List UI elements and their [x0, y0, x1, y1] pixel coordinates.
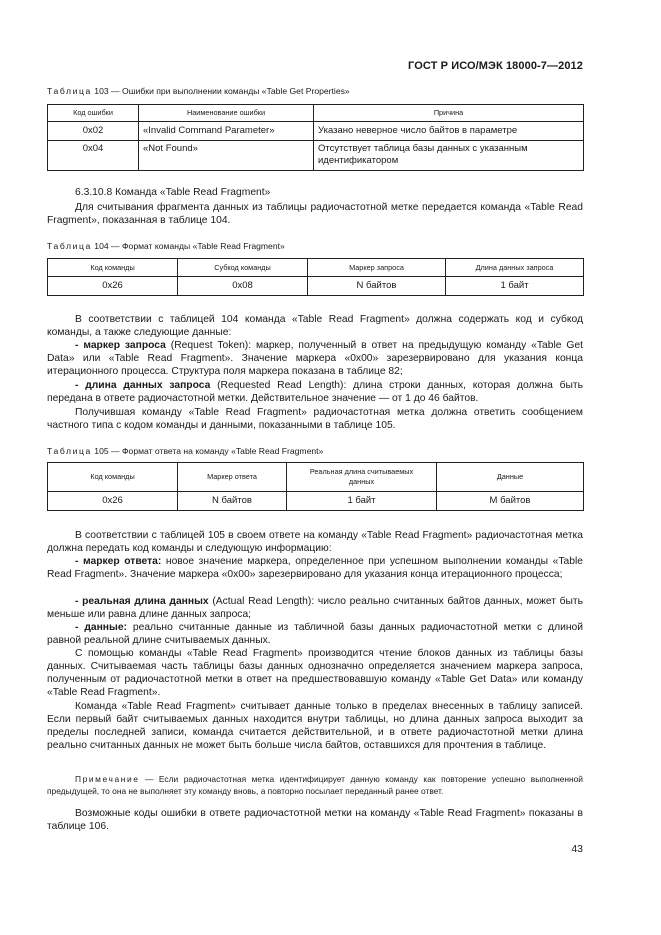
table-row — [48, 277, 584, 296]
table-header-row — [48, 105, 584, 122]
list-term: - маркер ответа: — [75, 556, 162, 567]
table-cell: Отсутствует таблица базы данных с указанным идентификатором — [314, 141, 584, 171]
caption-label: Таблица — [47, 446, 92, 456]
list-text: (Actual Read Length): число реально считанных байтов данных, может быть меньше или равна длине данных запроса; — [47, 596, 583, 620]
table-103 — [47, 104, 584, 171]
list-term: - данные: — [75, 622, 127, 633]
caption-label: Таблица — [47, 86, 92, 96]
table-row — [48, 122, 584, 141]
table-103-caption — [47, 86, 350, 96]
section-heading: 6.3.10.8 Команда «Table Read Fragment» — [75, 187, 271, 198]
column-header: Маркер запроса — [308, 259, 446, 277]
column-header: Длина данных запроса — [446, 259, 584, 277]
caption-text: 104 — Формат команды «Table Read Fragment» — [94, 241, 285, 251]
table-cell: «Invalid Command Parameter» — [139, 122, 314, 141]
paragraph: С помощью команды «Table Read Fragment» производится чтение блоков данных из таблицы базы данных. Считываемая часть таблицы базы данных однозначно определяется значением маркера запроса, полученным от радиочастотной метки в ответ на предшествовавшую команду «Table Get Data» или команду «Table Read Fragment». — [47, 648, 583, 698]
list-item — [47, 339, 583, 378]
paragraph: Команда «Table Read Fragment» считывает данные только в пределах внесенных в таблицу записей. Если первый байт считываемых данных находится внутри таблицы, но длина данных запроса выходит за пределы последней записи, команда считается действительной, и в ответе радиочастотной метки длина реально считанных данных не может быть больше числа байтов, оставшихся для прочтения в таблице. — [47, 701, 583, 751]
document-header: ГОСТ Р ИСО/МЭК 18000-7—2012 — [408, 60, 583, 72]
table-105 — [47, 462, 584, 511]
list-term: - длина данных запроса — [75, 380, 211, 391]
paragraph: Для считывания фрагмента данных из таблицы радиочастотной метке передается команда «Table Read Fragment», показанная в таблице 104. — [47, 202, 583, 226]
table-header-row — [48, 463, 584, 492]
paragraph: Возможные коды ошибки в ответе радиочастотной метки на команду «Table Read Fragment» показаны в таблице 106. — [47, 808, 583, 832]
table-cell: Указано неверное число байтов в параметре — [314, 122, 584, 141]
note-text: — Если радиочастотная метка идентифицирует данную команду как повторение успешно выполненной предыдущей, то она не выполняет эту команду вновь, а повторно посылает переданный ранее ответ. — [47, 774, 583, 796]
table-104 — [47, 258, 584, 296]
table-header-row — [48, 259, 584, 277]
table-cell: 0x02 — [48, 122, 139, 141]
paragraph: В соответствии с таблицей 105 в своем ответе на команду «Table Read Fragment» радиочастотная метка должна передать код команды и следующую информацию: — [47, 530, 583, 554]
column-header: Реальная длина считываемых данных — [287, 463, 437, 492]
list-text: (Requested Read Length): длина строки данных, которая должна быть передана в ответе радиочастотной метки. Действительное значение — от 1 до 46 байтов. — [47, 380, 583, 404]
table-cell: 1 байт — [446, 277, 584, 296]
list-term: - реальная длина данных — [75, 596, 209, 607]
table-cell: 0x04 — [48, 141, 139, 171]
page-number: 43 — [571, 843, 583, 855]
column-header: Причина — [314, 105, 584, 122]
table-row — [48, 141, 584, 171]
list-item — [47, 379, 583, 405]
paragraph: В соответствии с таблицей 104 команда «Table Read Fragment» должна содержать код и субкод команды, а также следующие данные: — [47, 314, 583, 338]
list-item — [47, 555, 583, 581]
table-104-caption — [47, 241, 285, 251]
column-header: Код ошибки — [48, 105, 139, 122]
column-header: Код команды — [48, 259, 178, 277]
list-text: (Request Token): маркер, полученный в ответ на предыдущую команду «Table Get Data» или «Table Read Fragment». Значение маркера «0x00» зарезервировано для указания конца итерационного процесса. Структура поля маркера показана в таблице 82; — [47, 340, 583, 377]
caption-text: 105 — Формат ответа на команду «Table Read Fragment» — [94, 446, 324, 456]
caption-text: 103 — Ошибки при выполнении команды «Table Get Properties» — [94, 86, 350, 96]
table-cell: 0x08 — [178, 277, 308, 296]
list-term: - маркер запроса — [75, 340, 166, 351]
list-item — [47, 595, 583, 621]
table-cell: 0x26 — [48, 277, 178, 296]
table-cell: M байтов — [437, 492, 584, 511]
list-item — [47, 621, 583, 647]
table-row — [48, 492, 584, 511]
note-label: Примечание — [75, 774, 140, 784]
list-text: новое значение маркера, определенное при успешном выполнении команды «Table Read Fragment». Значение маркера «0x00» зарезервировано для указания конца итерационного процесса; — [47, 556, 583, 580]
caption-label: Таблица — [47, 241, 92, 251]
paragraph: Получившая команду «Table Read Fragment» радиочастотная метка должна ответить сообщением частного типа с кодом команды и данными, показанными в таблице 105. — [47, 407, 583, 431]
column-header: Субкод команды — [178, 259, 308, 277]
column-header: Наименование ошибки — [139, 105, 314, 122]
table-cell: 0x26 — [48, 492, 178, 511]
table-cell: N байтов — [178, 492, 287, 511]
table-cell: 1 байт — [287, 492, 437, 511]
list-text: реально считанные данные из табличной базы данных радиочастотной метки с длиной равной реальной длине считываемых данных. — [47, 622, 583, 646]
table-cell: N байтов — [308, 277, 446, 296]
column-header: Данные — [437, 463, 584, 492]
table-105-caption — [47, 446, 323, 456]
note — [47, 773, 583, 797]
table-cell: «Not Found» — [139, 141, 314, 171]
column-header: Код команды — [48, 463, 178, 492]
column-header: Маркер ответа — [178, 463, 287, 492]
